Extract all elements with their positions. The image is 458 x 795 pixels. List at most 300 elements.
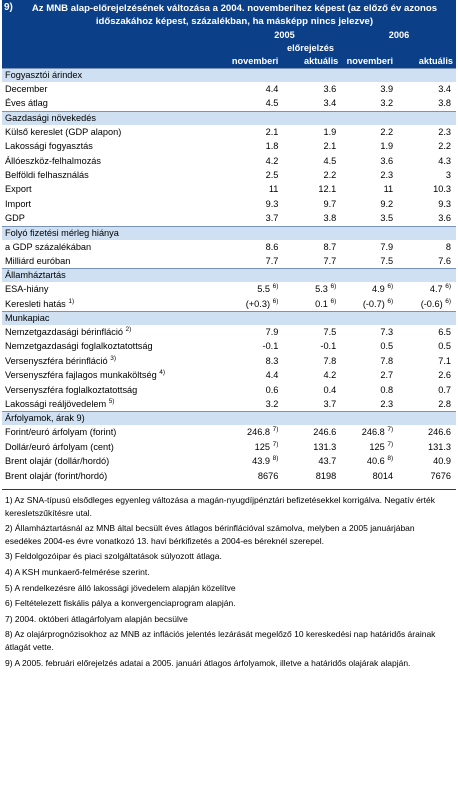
value-text: 7.3: [380, 327, 394, 338]
cell-value: [226, 355, 283, 368]
value-text: 4.3: [438, 155, 451, 166]
value-text: (+0.3): [245, 298, 271, 309]
cell-value: [226, 283, 283, 296]
cell-value: [226, 169, 283, 182]
value-text: 0.5: [380, 341, 394, 352]
forecast-label: előrejelzés: [287, 43, 334, 53]
cell-value: [398, 183, 456, 196]
cell-value: [226, 441, 283, 454]
value-text: 8.3: [265, 355, 279, 366]
value-text: 7.1: [438, 355, 451, 366]
cell-value: [398, 97, 456, 110]
value-text: 0.8: [380, 384, 394, 395]
value-text: 125: [369, 441, 385, 452]
cell-value: [226, 212, 283, 225]
value-text: 7.5: [380, 255, 394, 266]
row-label: [2, 369, 226, 382]
cell-value: [398, 155, 456, 168]
value-text: 7.8: [380, 355, 394, 366]
cell-value: [226, 398, 283, 411]
footnote: 2) Államháztartásnál az MNB által becsült éves átlagos bérinflációval számolva, melyben a 2005 januárjában esedékes 2004-es évre vonatkozó 13. havi bérkifizetés a 2004-es béreknél szerepel.: [5, 523, 415, 546]
footnote: 6) Feltételezett fiskális pálya a konvergenciaprogram alapján.: [5, 598, 236, 609]
row-label-text: Lakossági fogyasztás: [5, 141, 93, 152]
row-label-text: Brent olajár (dollár/hordó): [5, 456, 110, 467]
cell-value: [283, 470, 341, 483]
cell-value: [226, 126, 283, 139]
footnote-ref: 7): [272, 440, 279, 448]
cell-value: [398, 212, 456, 225]
section-header: Fogyasztói árindex: [2, 68, 456, 82]
value-text: 3.7: [265, 213, 279, 224]
value-text: 2.3: [438, 126, 451, 137]
table-row: [2, 440, 456, 454]
table-row: [2, 139, 456, 153]
value-text: 7.9: [380, 241, 394, 252]
cell-value: [283, 355, 341, 368]
value-text: 7.7: [265, 255, 279, 266]
footnote-ref: 8): [387, 455, 394, 463]
section-header: Államháztartás: [2, 268, 456, 282]
row-label: [2, 183, 226, 196]
cell-value: [283, 140, 341, 153]
cell-value: [283, 384, 341, 397]
cell-value: [341, 283, 398, 296]
cell-value: [226, 426, 283, 439]
value-text: 131.3: [313, 441, 337, 452]
row-label: [2, 355, 226, 368]
col-2006-act: aktuális: [418, 56, 453, 66]
column-headers: [2, 55, 456, 68]
cell-value: [226, 155, 283, 168]
footnote-ref: 6): [330, 283, 337, 291]
row-label-text: Export: [5, 184, 32, 195]
row-label: [2, 198, 226, 211]
value-text: 7.7: [323, 255, 337, 266]
cell-value: [283, 83, 341, 96]
cell-value: [226, 198, 283, 211]
table-row: [2, 325, 456, 339]
cell-value: [398, 255, 456, 268]
value-text: 8.6: [265, 241, 279, 252]
cell-value: [398, 340, 456, 353]
table-row: [2, 125, 456, 139]
value-text: 0.4: [323, 384, 337, 395]
cell-value: [226, 455, 283, 468]
row-label: [2, 241, 226, 254]
col-2006-nov: novemberi: [346, 56, 394, 66]
table-row: [2, 240, 456, 254]
value-text: 1.9: [380, 141, 394, 152]
cell-value: [283, 455, 341, 468]
value-text: 246.8: [361, 427, 385, 438]
table-row: [2, 425, 456, 439]
cell-value: [398, 298, 456, 311]
value-text: 7.5: [323, 327, 337, 338]
value-text: 0.7: [438, 384, 451, 395]
section-header: Munkapiac: [2, 311, 456, 325]
table-header: [2, 0, 456, 68]
cell-value: [226, 241, 283, 254]
cell-value: [341, 140, 398, 153]
value-text: 40.6: [366, 456, 385, 467]
section-header: Árfolyamok, árak 9): [2, 411, 456, 425]
footnote-ref: 6): [445, 297, 451, 305]
value-text: 5.3: [315, 284, 328, 295]
table-row: [2, 454, 456, 468]
row-label-text: Forint/euró árfolyam (forint): [5, 427, 117, 438]
table-row: [2, 197, 456, 211]
cell-value: [341, 198, 398, 211]
value-text: 4.2: [323, 370, 337, 381]
cell-value: [226, 369, 283, 382]
cell-value: [226, 183, 283, 196]
cell-value: [341, 426, 398, 439]
footnote-ref: 7): [387, 426, 394, 434]
value-text: 4.5: [265, 98, 279, 109]
row-label-text: Dollár/euró árfolyam (cent): [5, 441, 114, 452]
value-text: 12.1: [318, 184, 337, 195]
value-text: -0.1: [262, 341, 279, 352]
value-text: 2.1: [323, 141, 337, 152]
cell-value: [398, 470, 456, 483]
table-row: [2, 354, 456, 368]
cell-value: [283, 155, 341, 168]
table-row: [2, 469, 456, 483]
cell-value: [283, 298, 341, 311]
value-text: 125: [254, 441, 271, 452]
value-text: 2.1: [265, 126, 279, 137]
cell-value: [398, 398, 456, 411]
value-text: -0.1: [320, 341, 337, 352]
table-row: [2, 282, 456, 296]
row-label: [2, 255, 226, 268]
value-text: 7.9: [265, 327, 279, 338]
cell-value: [398, 198, 456, 211]
cell-value: [398, 140, 456, 153]
cell-value: [283, 326, 341, 339]
value-text: 40.9: [433, 456, 451, 467]
cell-value: [341, 97, 398, 110]
cell-value: [341, 212, 398, 225]
cell-value: [283, 426, 341, 439]
footnote-ref: 3): [110, 354, 116, 362]
footnote-ref: 1): [68, 297, 75, 305]
cell-value: [283, 212, 341, 225]
cell-value: [283, 241, 341, 254]
value-text: 2.2: [438, 141, 451, 152]
row-label: [2, 470, 226, 483]
row-label: [2, 326, 226, 339]
footnote-ref: 6): [387, 297, 394, 305]
value-text: 3.6: [438, 213, 451, 224]
value-text: 8: [445, 241, 451, 252]
value-text: 3.2: [380, 98, 394, 109]
cell-value: [226, 384, 283, 397]
value-text: 6.5: [438, 327, 451, 338]
cell-value: [398, 384, 456, 397]
value-text: 5.5: [257, 284, 271, 295]
row-label: [2, 283, 226, 296]
cell-value: [226, 298, 283, 311]
cell-value: [341, 398, 398, 411]
cell-value: [341, 340, 398, 353]
value-text: 8014: [372, 470, 394, 481]
value-text: 0.5: [438, 341, 451, 352]
col-2005-act: aktuális: [304, 56, 339, 66]
row-label: [2, 426, 226, 439]
cell-value: [341, 241, 398, 254]
table-row: [2, 211, 456, 225]
row-label-text: Versenyszféra fajlagos munkaköltség: [5, 370, 157, 381]
cell-value: [398, 326, 456, 339]
cell-value: [283, 97, 341, 110]
footnote-ref: 6): [387, 283, 394, 291]
value-text: 7.8: [323, 355, 337, 366]
row-label: [2, 212, 226, 225]
row-label: [2, 398, 226, 411]
value-text: 3.7: [323, 399, 337, 410]
row-label-text: GDP: [5, 213, 25, 224]
value-text: 131.3: [427, 441, 451, 452]
row-label: [2, 126, 226, 139]
table-row: [2, 339, 456, 353]
cell-value: [341, 369, 398, 382]
cell-value: [398, 369, 456, 382]
cell-value: [341, 83, 398, 96]
table-row: [2, 254, 456, 268]
year-2006: 2006: [388, 30, 410, 40]
cell-value: [226, 140, 283, 153]
row-label-text: Versenyszféra bérinfláció: [5, 355, 108, 366]
row-label-text: December: [5, 84, 48, 94]
cell-value: [283, 255, 341, 268]
value-text: 3.2: [265, 399, 279, 410]
row-label-text: Import: [5, 198, 32, 209]
value-text: 11: [383, 184, 394, 195]
row-label: [2, 340, 226, 353]
cell-value: [398, 126, 456, 139]
value-text: 0.6: [265, 384, 279, 395]
cell-value: [226, 326, 283, 339]
cell-value: [398, 241, 456, 254]
value-text: 246.6: [313, 427, 337, 438]
cell-value: [398, 83, 456, 96]
cell-value: [226, 97, 283, 110]
cell-value: [341, 384, 398, 397]
value-text: 2.3: [380, 169, 394, 180]
row-label: [2, 140, 226, 153]
table-row: [2, 82, 456, 96]
table-row: [2, 154, 456, 168]
value-text: 1.8: [265, 141, 279, 152]
row-label-text: a GDP százalékában: [5, 241, 92, 252]
year-2005: 2005: [274, 30, 295, 40]
value-text: 246.6: [427, 427, 451, 438]
cell-value: [226, 83, 283, 96]
table-row: [2, 96, 456, 110]
forecast-table: [2, 0, 456, 669]
value-text: 9.7: [323, 198, 337, 209]
value-text: 43.7: [318, 456, 337, 467]
cell-value: [341, 155, 398, 168]
value-text: 3.5: [380, 213, 394, 224]
value-text: 3.4: [438, 84, 451, 94]
footnote: 9) A 2005. februári előrejelzés adatai a 2005. januári átlagos árfolyamok, illetve a határidős olajárak alapján.: [5, 657, 411, 668]
cell-value: [341, 455, 398, 468]
row-label-text: Lakossági reáljövedelem: [5, 399, 107, 410]
row-label-text: Nemzetgazdasági foglalkoztatottság: [5, 341, 153, 352]
cell-value: [341, 470, 398, 483]
table-title: [2, 0, 456, 29]
value-text: 8198: [315, 470, 337, 481]
cell-value: [398, 441, 456, 454]
cell-value: [283, 441, 341, 454]
row-label-text: Brent olajár (forint/hordó): [5, 470, 108, 481]
cell-value: [398, 355, 456, 368]
value-text: 9.3: [438, 198, 451, 209]
row-label-text: Versenyszféra foglalkoztatottság: [5, 384, 138, 395]
cell-value: [398, 455, 456, 468]
cell-value: [341, 298, 398, 311]
value-text: 8.7: [323, 241, 337, 252]
row-label-text: ESA-hiány: [5, 284, 49, 295]
value-text: 2.5: [265, 169, 279, 180]
row-label-text: Belföldi felhasználás: [5, 169, 89, 180]
footnote-ref: 7): [387, 440, 394, 448]
value-text: 43.9: [252, 456, 271, 467]
value-text: 2.6: [438, 370, 451, 381]
table-row: [2, 397, 456, 411]
row-label-text: Nemzetgazdasági bérinfláció: [5, 327, 123, 338]
col-2005-nov: novemberi: [231, 56, 279, 66]
value-text: 4.7: [429, 284, 443, 295]
value-text: 4.5: [323, 155, 337, 166]
forecast-row: [2, 42, 456, 55]
footnote-ref: 6): [272, 283, 279, 291]
value-text: 7676: [430, 470, 451, 481]
table-row: [2, 168, 456, 182]
row-label: [2, 298, 226, 311]
row-label-text: Állóeszköz-felhalmozás: [5, 155, 101, 166]
value-text: 1.9: [323, 126, 337, 137]
cell-value: [283, 198, 341, 211]
footnote: 4) A KSH munkaerő-felmérése szerint.: [5, 566, 150, 577]
cell-value: [283, 169, 341, 182]
value-text: 9.3: [265, 198, 279, 209]
footnote: 8) Az olajárprognózisokhoz az MNB az inflációs jelentés lezárását megelőző 10 kereskedési nap határidős árainak átlagát vette.: [5, 629, 436, 652]
value-text: 9.2: [380, 198, 394, 209]
cell-value: [341, 126, 398, 139]
row-label-text: Éves átlag: [5, 98, 48, 109]
value-text: 3.6: [380, 155, 394, 166]
footnote-ref: 6): [330, 297, 337, 305]
value-text: 10.3: [433, 184, 451, 195]
row-label: [2, 455, 226, 468]
row-label-text: Keresleti hatás: [5, 298, 66, 309]
cell-value: [226, 340, 283, 353]
value-text: 4.2: [265, 155, 279, 166]
section-header: Folyó fizetési mérleg hiánya: [2, 226, 456, 240]
cell-value: [226, 255, 283, 268]
table-row: [2, 182, 456, 196]
value-text: 3.4: [323, 98, 337, 109]
value-text: 2.2: [380, 126, 394, 137]
row-label: [2, 169, 226, 182]
value-text: 3.8: [323, 213, 337, 224]
value-text: 3: [445, 169, 451, 180]
value-text: 4.4: [265, 370, 279, 381]
value-text: 7.6: [438, 255, 451, 266]
footnote-ref: 7): [272, 426, 279, 434]
table-row: [2, 297, 456, 311]
cell-value: [283, 126, 341, 139]
value-text: 2.3: [380, 399, 394, 410]
value-text: 11: [268, 184, 279, 195]
footnote: 3) Feldolgozóipar és piaci szolgáltatások súlyozott átlaga.: [5, 551, 222, 562]
cell-value: [398, 283, 456, 296]
value-text: 3.9: [380, 84, 394, 94]
cell-value: [226, 470, 283, 483]
row-label: [2, 97, 226, 110]
row-label: [2, 83, 226, 96]
footnotes: [2, 489, 456, 669]
cell-value: [283, 340, 341, 353]
value-text: 4.9: [371, 284, 385, 295]
value-text: 3.8: [438, 98, 451, 109]
row-label: [2, 155, 226, 168]
cell-value: [341, 255, 398, 268]
cell-value: [341, 326, 398, 339]
table-body: [2, 68, 456, 483]
cell-value: [283, 283, 341, 296]
cell-value: [283, 398, 341, 411]
cell-value: [283, 369, 341, 382]
value-text: (-0.7): [362, 298, 385, 309]
table-row: [2, 368, 456, 382]
footnote-ref: 6): [272, 297, 279, 305]
title-number: 9): [4, 2, 13, 13]
footnote-ref: 8): [272, 455, 279, 463]
cell-value: [341, 441, 398, 454]
value-text: 2.2: [323, 169, 337, 180]
row-label: [2, 384, 226, 397]
section-header: Gazdasági növekedés: [2, 111, 456, 125]
footnote-ref: 2): [125, 326, 132, 334]
value-text: 246.8: [247, 427, 271, 438]
row-label-text: Külső kereslet (GDP alapon): [5, 126, 122, 137]
value-text: (-0.6): [420, 298, 443, 309]
footnote: 5) A rendelkezésre álló lakossági jövedelem alapján közelítve: [5, 582, 236, 593]
value-text: 2.7: [380, 370, 394, 381]
year-row: [2, 29, 456, 42]
cell-value: [341, 355, 398, 368]
footnote: 7) 2004. októberi átlagárfolyam alapján becsülve: [5, 613, 188, 624]
footnote-ref: 4): [159, 369, 166, 377]
footnote-ref: 6): [445, 283, 451, 291]
table-row: [2, 383, 456, 397]
value-text: 3.6: [323, 84, 337, 94]
footnote-ref: 5): [108, 397, 115, 405]
value-text: 8676: [257, 470, 279, 481]
cell-value: [341, 169, 398, 182]
value-text: 0.1: [315, 298, 328, 309]
cell-value: [398, 169, 456, 182]
footnote: 1) Az SNA-típusú elsődleges egyenleg változása a magán-nyugdíjpénztári befizetésekkel korrigálva. Negatív érték keresletszűkítésre utal.: [5, 494, 435, 518]
value-text: 4.4: [265, 84, 279, 94]
row-label: [2, 441, 226, 454]
cell-value: [283, 183, 341, 196]
cell-value: [398, 426, 456, 439]
